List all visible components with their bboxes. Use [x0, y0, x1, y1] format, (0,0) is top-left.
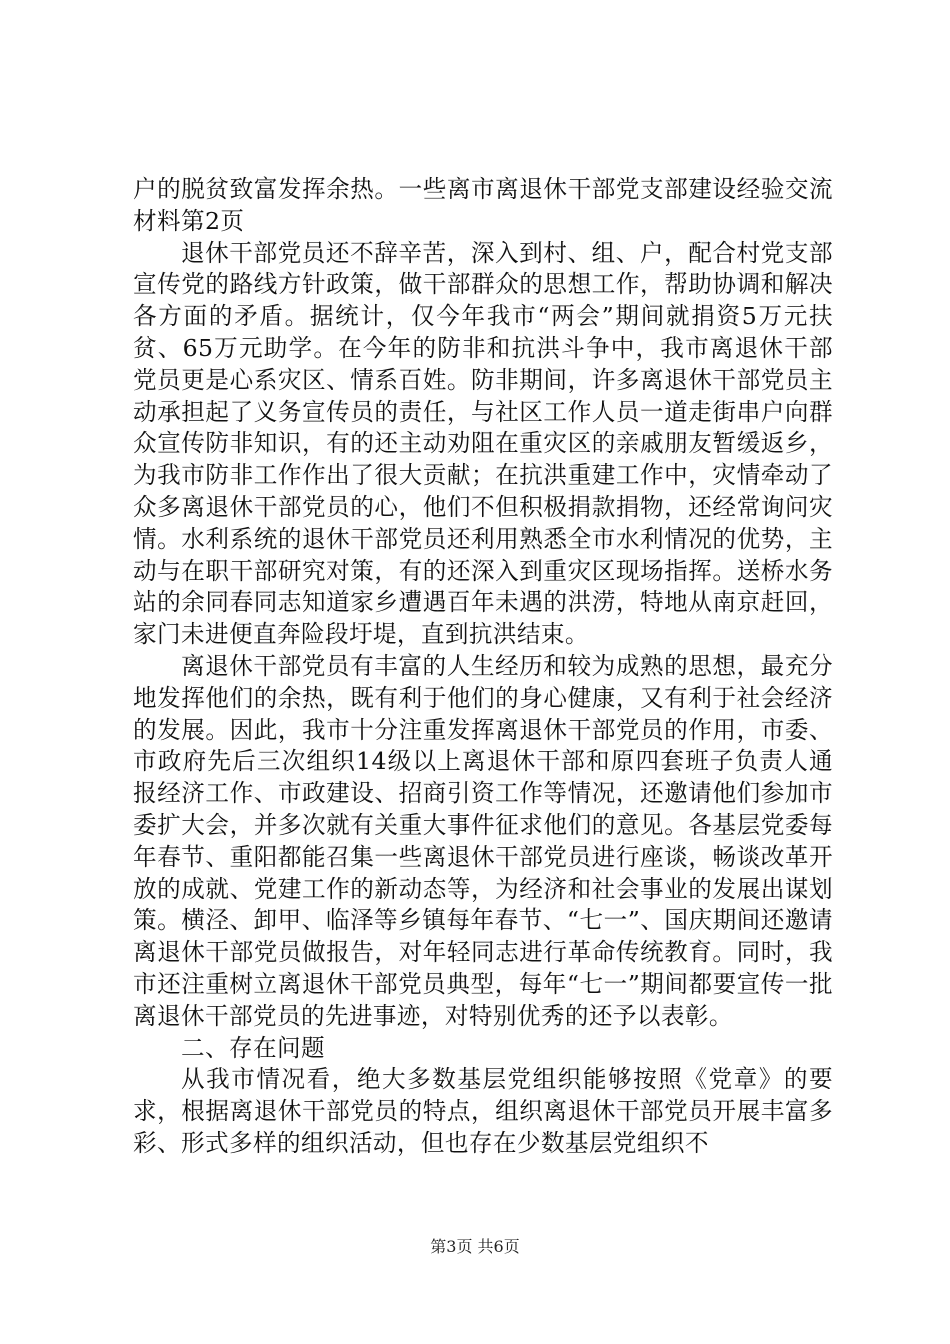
section-heading-problems: 二、存在问题 — [181, 1033, 325, 1062]
paragraph-retired-members-work: 退休干部党员还不辞辛苦，深入到村、组、户，配合村党支部宣传党的路线方针政策，做干部群众的思想工作，帮助协调和解决各方面的矛盾。据统计，仅今年我市“两会”期间就捐资5万元扶贫、65万元助学。在今年的防非和抗洪斗争中，我市离退休干部党员更是心系灾区、情系百姓。防非期间，许多离退休干部党员主动承担起了义务宣传员的责任，与社区工作人员一道走街串户向群众宣传防非知识，有的还主动劝阻在重灾区的亲戚朋友暂缓返乡，为我市防非工作作出了很大贡献；在抗洪重建工作中，灾情牵动了众多离退休干部党员的心，他们不但积极捐款捐物，还经常询问灾情。水利系统的退休干部党员还利用熟悉全市水利情况的优势，主动与在职干部研究对策，有的还深入到重灾区现场指挥。送桥水务站的余同春同志知道家乡遭遇百年未遇的洪涝，特地从南京赶回，家门未进便直奔险段圩堤，直到抗洪结束。 — [133, 238, 833, 649]
document-body — [133, 174, 833, 1160]
paragraph-continuation: 户的脱贫致富发挥余热。一些离市离退休干部党支部建设经验交流材料第2页 — [133, 175, 833, 235]
paragraph-problems-intro: 从我市情况看，绝大多数基层党组织能够按照《党章》的要求，根据离退休干部党员的特点，组织离退休干部党员开展丰富多彩、形式多样的组织活动，但也存在少数基层党组织不 — [133, 1065, 833, 1157]
paragraph-experience-role: 离退休干部党员有丰富的人生经历和较为成熟的思想，最充分地发挥他们的余热，既有利于他们的身心健康，又有利于社会经济的发展。因此，我市十分注重发挥离退休干部党员的作用，市委、市政府先后三次组织14级以上离退休干部和原四套班子负责人通报经济工作、市政建设、招商引资工作等情况，还邀请他们参加市委扩大会，并多次就有关重大事件征求他们的意见。各基层党委每年春节、重阳都能召集一些离退休干部党员进行座谈，畅谈改革开放的成就、党建工作的新动态等，为经济和社会事业的发展出谋划策。横泾、卸甲、临泽等乡镇每年春节、“七一”、国庆期间还邀请离退休干部党员做报告，对年轻同志进行革命传统教育。同时，我市还注重树立离退休干部党员典型，每年“七一”期间都要宣传一批离退休干部党员的先进事迹，对特别优秀的还予以表彰。 — [133, 651, 833, 1030]
page-number-footer: 第3页 共6页 — [430, 1237, 520, 1256]
